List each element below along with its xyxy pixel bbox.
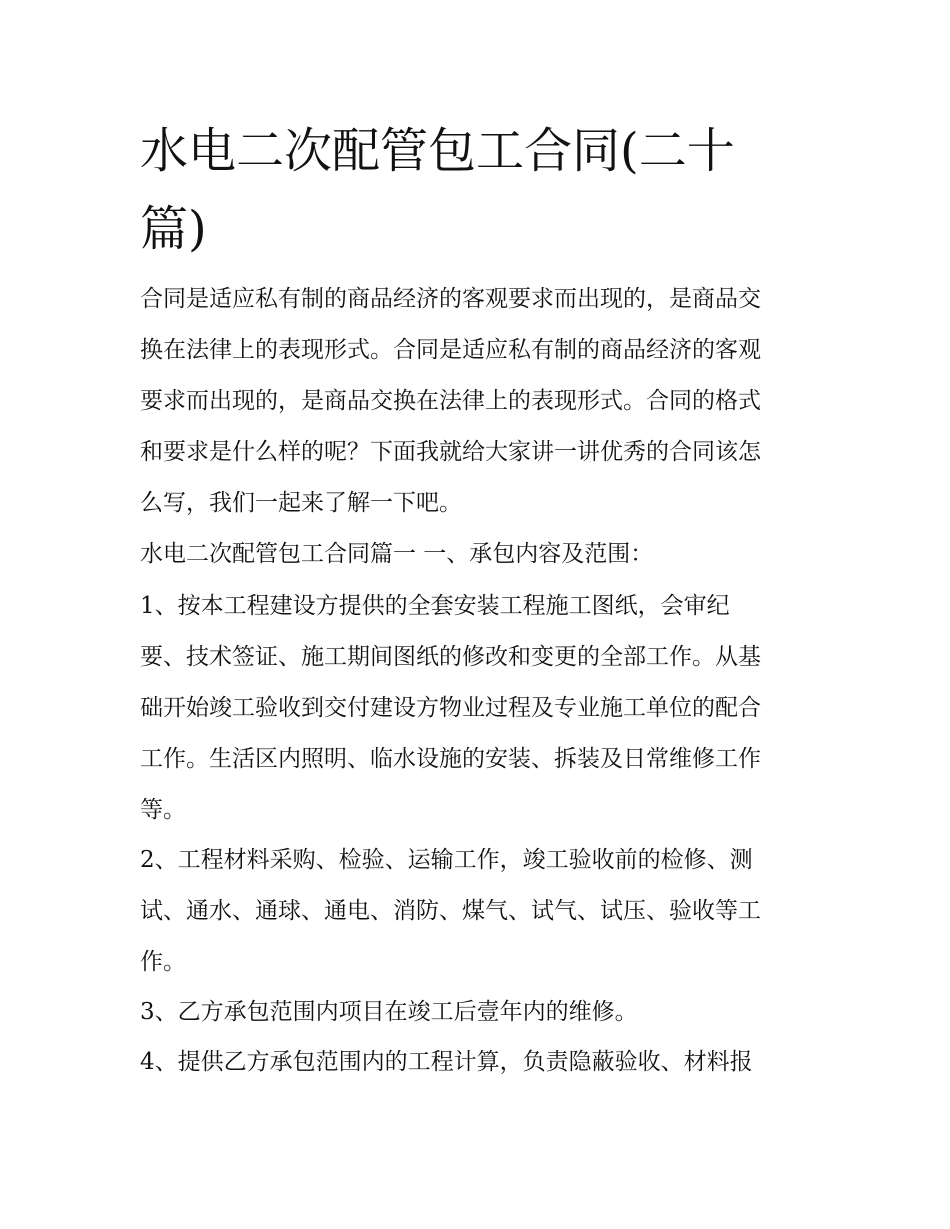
body-line: 工作。生活区内照明、临水设施的安装、拆装及日常维修工作 xyxy=(140,746,761,772)
body-line: 要、技术签证、施工期间图纸的修改和变更的全部工作。从基 xyxy=(140,644,761,670)
section-heading: 水电二次配管包工合同篇一 一、承包内容及范围： xyxy=(140,541,654,567)
body-line: 要求而出现的，是商品交换在法律上的表现形式。合同的格式 xyxy=(140,388,761,414)
body-line: 合同是适应私有制的商品经济的客观要求而出现的，是商品交 xyxy=(140,286,761,312)
body-line: 么写，我们一起来了解一下吧。 xyxy=(140,490,462,516)
list-item-2-line: 2、工程材料采购、检验、运输工作，竣工验收前的检修、测 xyxy=(140,847,753,873)
list-item-4-line: 4、提供乙方承包范围内的工程计算，负责隐蔽验收、材料报 xyxy=(140,1049,753,1075)
body-line: 础开始竣工验收到交付建设方物业过程及专业施工单位的配合 xyxy=(140,695,761,721)
document-title xyxy=(140,112,780,268)
body-line: 等。 xyxy=(140,797,186,823)
body-line: 换在法律上的表现形式。合同是适应私有制的商品经济的客观 xyxy=(140,337,761,363)
body-line: 作。 xyxy=(140,949,186,975)
list-item-3-line: 3、乙方承包范围内项目在竣工后壹年内的维修。 xyxy=(140,999,638,1025)
body-line: 和要求是什么样的呢？下面我就给大家讲一讲优秀的合同该怎 xyxy=(140,439,761,465)
title-line-1: 水电二次配管包工合同(二十 xyxy=(140,123,735,179)
body-line: 试、通水、通球、通电、消防、煤气、试气、试压、验收等工 xyxy=(140,898,761,924)
title-line-2: 篇) xyxy=(140,201,207,257)
list-item-1-line: 1、按本工程建设方提供的全套安装工程施工图纸，会审纪 xyxy=(140,593,730,619)
